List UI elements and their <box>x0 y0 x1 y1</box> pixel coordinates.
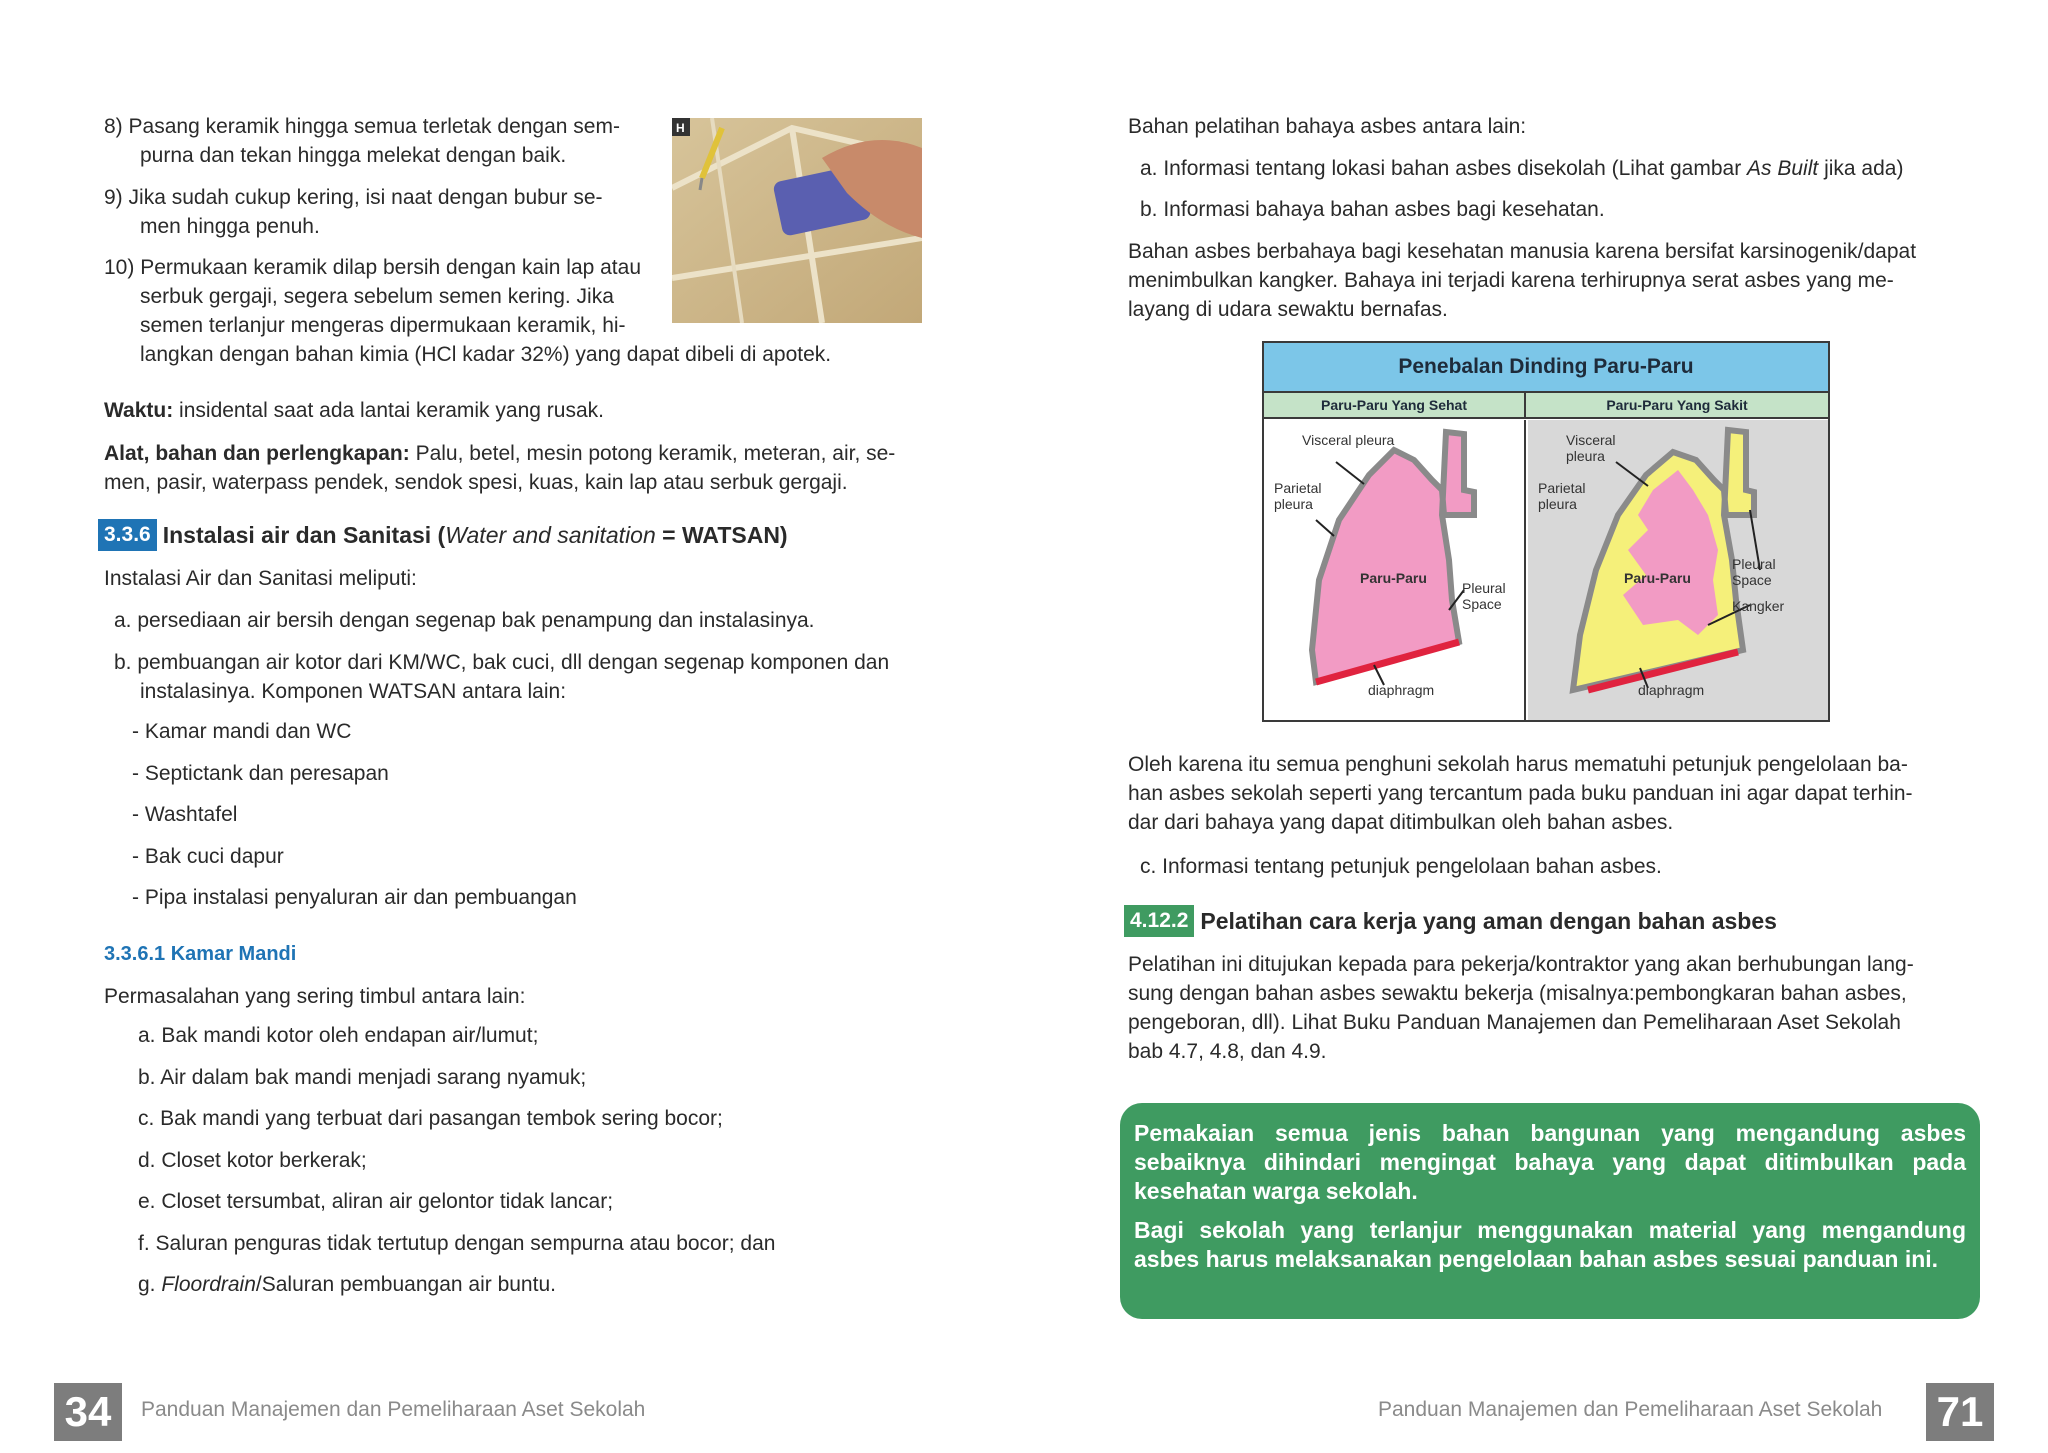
pelatihan-intro: Bahan pelatihan bahaya asbes antara lain: <box>1128 115 1527 138</box>
healthy-lung-panel <box>1264 420 1526 720</box>
item-a: a. persediaan air bersih dengan segenap bak penampung dan instalasinya. <box>114 609 815 632</box>
callout-text-1: Pemakaian semua jenis bahan bangunan yang mengandung asbes sebaiknya dihindari mengingat bahaya yang dapat ditimbulkan pada kesehatan warga sekolah. <box>1134 1120 1966 1204</box>
waktu-line <box>104 396 604 425</box>
subsection-kamar-mandi: 3.3.6.1 Kamar Mandi <box>104 943 297 965</box>
label-pleural-space: Pleural Space <box>1462 580 1506 612</box>
instalasi-intro: Instalasi Air dan Sanitasi meliputi: <box>104 567 417 590</box>
step-8 <box>104 112 664 170</box>
step-text-cont: semen terlanjur mengeras dipermukaan keramik, hi- <box>140 314 626 337</box>
alat-text-cont: men, pasir, waterpass pendek, sendok spesi, kuas, kain lap atau serbuk gergaji. <box>104 471 848 494</box>
component-item: - Pipa instalasi penyaluran air dan pembuangan <box>132 886 577 909</box>
alat-text: Palu, betel, mesin potong keramik, meteran, air, se- <box>409 442 896 465</box>
waktu-label: Waktu: <box>104 399 174 422</box>
label-pleural-space: Pleural Space <box>1732 556 1776 588</box>
section-title: Pelatihan cara kerja yang aman dengan bahan asbes <box>1200 907 1777 934</box>
right-page <box>1024 0 2048 1453</box>
problem-item: a. Bak mandi kotor oleh endapan air/lumut; <box>138 1024 539 1047</box>
label-parietal: Parietal pleura <box>1538 480 1586 512</box>
page-number: 34 <box>54 1383 122 1441</box>
label-paru: Paru-Paru <box>1360 570 1427 586</box>
label-parietal: Parietal pleura <box>1274 480 1322 512</box>
callout-text-2: Bagi sekolah yang terlanjur menggunakan material yang mengandung asbes harus melaksanakan pengelolaan bahan asbes sesuai panduan ini. <box>1134 1217 1966 1272</box>
lung-diagram <box>1262 341 1830 722</box>
component-item: - Washtafel <box>132 803 238 826</box>
item-b-cont: instalasinya. Komponen WATSAN antara lain: <box>140 680 567 703</box>
component-item: - Bak cuci dapur <box>132 845 284 868</box>
footer-title: Panduan Manajemen dan Pemeliharaan Aset Sekolah <box>1378 1398 1883 1421</box>
component-item: - Septictank dan peresapan <box>132 762 389 785</box>
diagram-title: Penebalan Dinding Paru-Paru <box>1264 343 1828 393</box>
step-text-cont: men hingga penuh. <box>140 215 320 238</box>
item-a: a. Informasi tentang lokasi bahan asbes disekolah (Lihat gambar As Built jika ada) <box>1140 157 1904 180</box>
step-text: Pasang keramik hingga semua terletak dengan sem- <box>128 115 620 138</box>
step-number: 8) <box>104 115 123 138</box>
problem-item: g. Floordrain/Saluran pembuangan air buntu. <box>138 1273 556 1296</box>
waktu-text: insidental saat ada lantai keramik yang rusak. <box>173 399 604 422</box>
label-paru: Paru-Paru <box>1624 570 1691 586</box>
paragraph-petunjuk: Oleh karena itu semua penghuni sekolah harus mematuhi petunjuk pengelolaan ba- han asbes sekolah seperti yang tercantum pada buku panduan ini agar dapat terhin- dar dari bahaya yang dapat ditimbulkan oleh bahan asbes. <box>1128 753 1913 834</box>
section-title: Instalasi air dan Sanitasi (Water and sanitation = WATSAN) <box>162 521 788 548</box>
problem-item: b. Air dalam bak mandi menjadi sarang nyamuk; <box>138 1066 587 1089</box>
problem-item: c. Bak mandi yang terbuat dari pasangan tembok sering bocor; <box>138 1107 723 1130</box>
paragraph-pelatihan: Pelatihan ini ditujukan kepada para pekerja/kontraktor yang akan berhubungan lang- sung dengan bahan asbes sewaktu bekerja (misalnya:pembongkaran bahan asbes, pengeboran, dll). Lihat Buku Panduan Manajemen dan Pemeliharaan Aset Sekolah bab 4.7, 4.8, dan 4.9. <box>1128 953 1914 1063</box>
problem-item: d. Closet kotor berkerak; <box>138 1149 367 1172</box>
component-item: - Kamar mandi dan WC <box>132 720 352 743</box>
photo-badge: H <box>676 121 685 135</box>
item-b: b. Informasi bahaya bahan asbes bagi kesehatan. <box>1140 198 1605 221</box>
step-10 <box>104 253 664 340</box>
diagram-left-header: Paru-Paru Yang Sehat <box>1264 393 1526 419</box>
paragraph-asbes-bahaya: Bahan asbes berbahaya bagi kesehatan manusia karena bersifat karsinogenik/dapat menimbulkan kangker. Bahaya ini terjadi karena terhirupnya serat asbes yang me- layang di udara sewaktu bernafas. <box>1128 240 1917 321</box>
step-number: 10) <box>104 256 135 279</box>
step-number: 9) <box>104 186 123 209</box>
diseased-lung-panel <box>1528 420 1828 720</box>
label-visceral: Visceral pleura <box>1302 432 1395 448</box>
label-visceral: Visceral pleura <box>1566 432 1616 464</box>
problems-intro: Permasalahan yang sering timbul antara lain: <box>104 985 526 1008</box>
alat-label: Alat, bahan dan perlengkapan: <box>104 442 410 465</box>
section-number: 4.12.2 <box>1124 905 1194 937</box>
alat-line <box>104 439 924 497</box>
step-9 <box>104 183 664 241</box>
page-number: 71 <box>1926 1383 1994 1441</box>
step-text-cont: serbuk gergaji, segera sebelum semen kering. Jika <box>140 285 614 308</box>
step-10-last-line: langkan dengan bahan kimia (HCl kadar 32%) yang dapat dibeli di apotek. <box>140 343 832 366</box>
diagram-right-header: Paru-Paru Yang Sakit <box>1526 393 1828 419</box>
warning-callout <box>1120 1103 1980 1319</box>
section-number: 3.3.6 <box>98 519 157 551</box>
footer-title: Panduan Manajemen dan Pemeliharaan Aset Sekolah <box>141 1398 646 1421</box>
problem-item: e. Closet tersumbat, aliran air gelontor tidak lancar; <box>138 1190 614 1213</box>
section-4-12-2-heading <box>1124 905 1777 937</box>
section-3-3-6-heading <box>98 519 788 551</box>
problem-item: f. Saluran penguras tidak tertutup dengan sempurna atau bocor; dan <box>138 1232 776 1255</box>
step-text: Permukaan keramik dilap bersih dengan kain lap atau <box>140 256 642 279</box>
item-c: c. Informasi tentang petunjuk pengelolaan bahan asbes. <box>1140 855 1662 878</box>
item-b: b. pembuangan air kotor dari KM/WC, bak cuci, dll dengan segenap komponen dan <box>114 651 890 674</box>
label-diaphragm: diaphragm <box>1638 682 1705 698</box>
tile-grouting-photo <box>672 118 922 323</box>
step-text: Jika sudah cukup kering, isi naat dengan bubur se- <box>128 186 603 209</box>
label-kangker: Kangker <box>1732 598 1785 614</box>
step-text-cont: purna dan tekan hingga melekat dengan baik. <box>140 144 567 167</box>
label-diaphragm: diaphragm <box>1368 682 1435 698</box>
